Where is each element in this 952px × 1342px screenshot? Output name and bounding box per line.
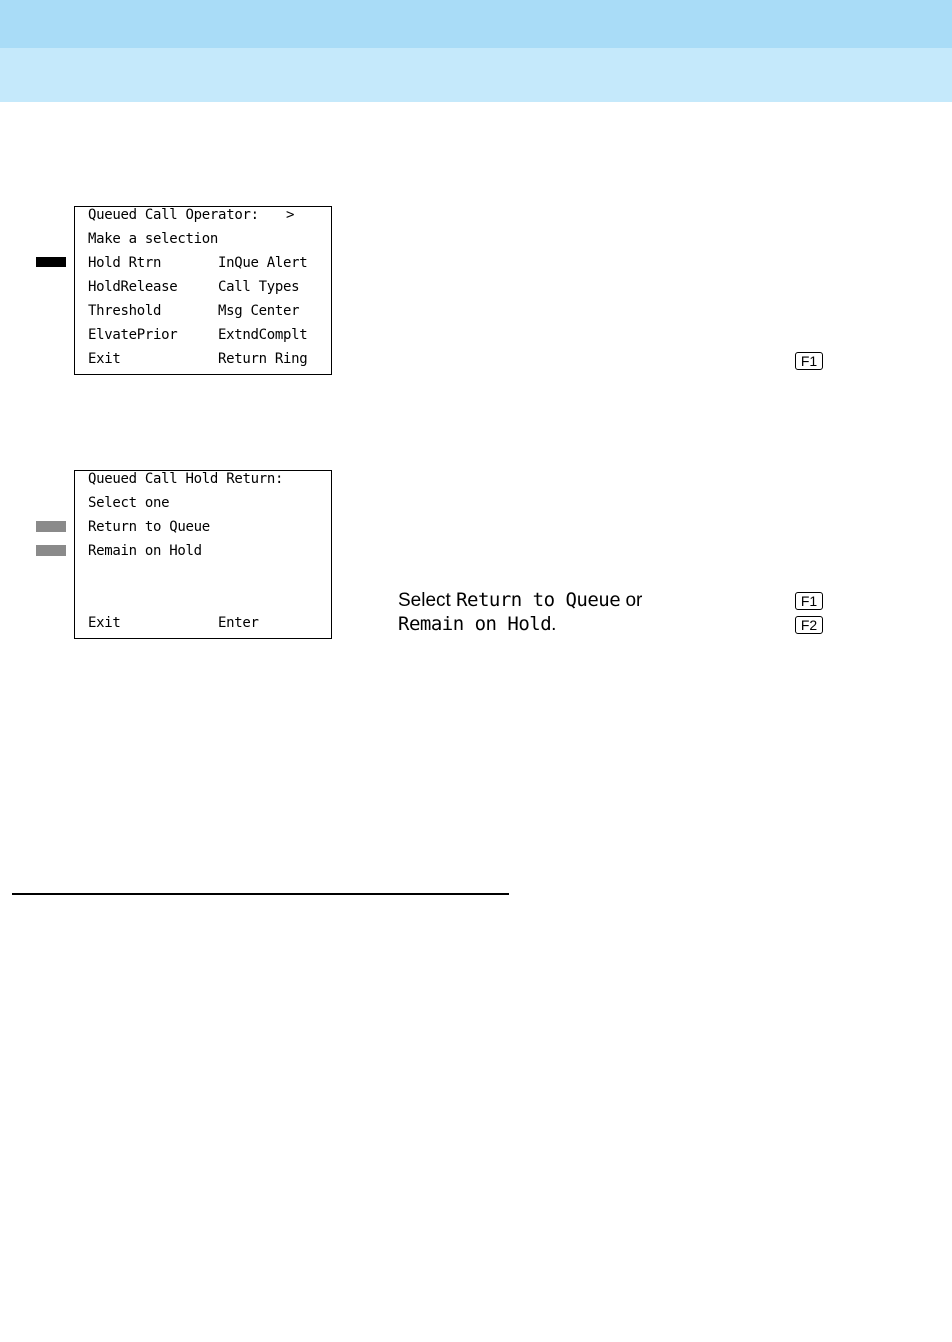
instruction-line-2 — [398, 612, 556, 637]
menu-item-enter[interactable]: Enter — [218, 615, 259, 631]
screen-subtitle: Select one — [88, 495, 170, 511]
line-button-return-to-queue[interactable] — [36, 521, 66, 532]
line-button-selected[interactable] — [36, 257, 66, 267]
instruction-line-1 — [398, 588, 642, 613]
display-screen-queued-call-operator — [74, 206, 332, 375]
display-screen-queued-call-hold-return — [74, 470, 332, 639]
menu-item-hold-rtrn[interactable]: Hold Rtrn — [88, 255, 162, 271]
f2-key[interactable]: F2 — [795, 616, 823, 634]
instruction-option-2: Remain on Hold — [398, 613, 552, 635]
f1-key[interactable]: F1 — [795, 352, 823, 370]
menu-item-threshold[interactable]: Threshold — [88, 303, 162, 319]
menu-item-inque-alert[interactable]: InQue Alert — [218, 255, 308, 271]
footer-rule — [12, 893, 509, 895]
instruction-select: Select — [398, 590, 451, 611]
menu-item-extndcomplt[interactable]: ExtndComplt — [218, 327, 308, 343]
menu-item-exit[interactable]: Exit — [88, 615, 121, 631]
line-button-remain-on-hold[interactable] — [36, 545, 66, 556]
menu-item-exit[interactable]: Exit — [88, 351, 121, 367]
screen-title: Queued Call Operator: — [88, 207, 259, 223]
instruction-option-1: Return to Queue — [456, 589, 621, 611]
header-band-top — [0, 0, 952, 48]
menu-item-holdrelease[interactable]: HoldRelease — [88, 279, 178, 295]
menu-item-msg-center[interactable]: Msg Center — [218, 303, 300, 319]
menu-item-elvateprior[interactable]: ElvatePrior — [88, 327, 178, 343]
f1-key[interactable]: F1 — [795, 592, 823, 610]
screen-subtitle: Make a selection — [88, 231, 219, 247]
instruction-period: . — [551, 614, 557, 635]
instruction-or: or — [625, 590, 643, 611]
menu-item-call-types[interactable]: Call Types — [218, 279, 300, 295]
screen-title: Queued Call Hold Return: — [88, 471, 284, 487]
option-remain-on-hold[interactable]: Remain on Hold — [88, 543, 202, 559]
header-band-bottom — [0, 48, 952, 102]
menu-item-return-ring[interactable]: Return Ring — [218, 351, 308, 367]
option-return-to-queue[interactable]: Return to Queue — [88, 519, 210, 535]
next-page-arrow[interactable]: > — [286, 207, 295, 223]
